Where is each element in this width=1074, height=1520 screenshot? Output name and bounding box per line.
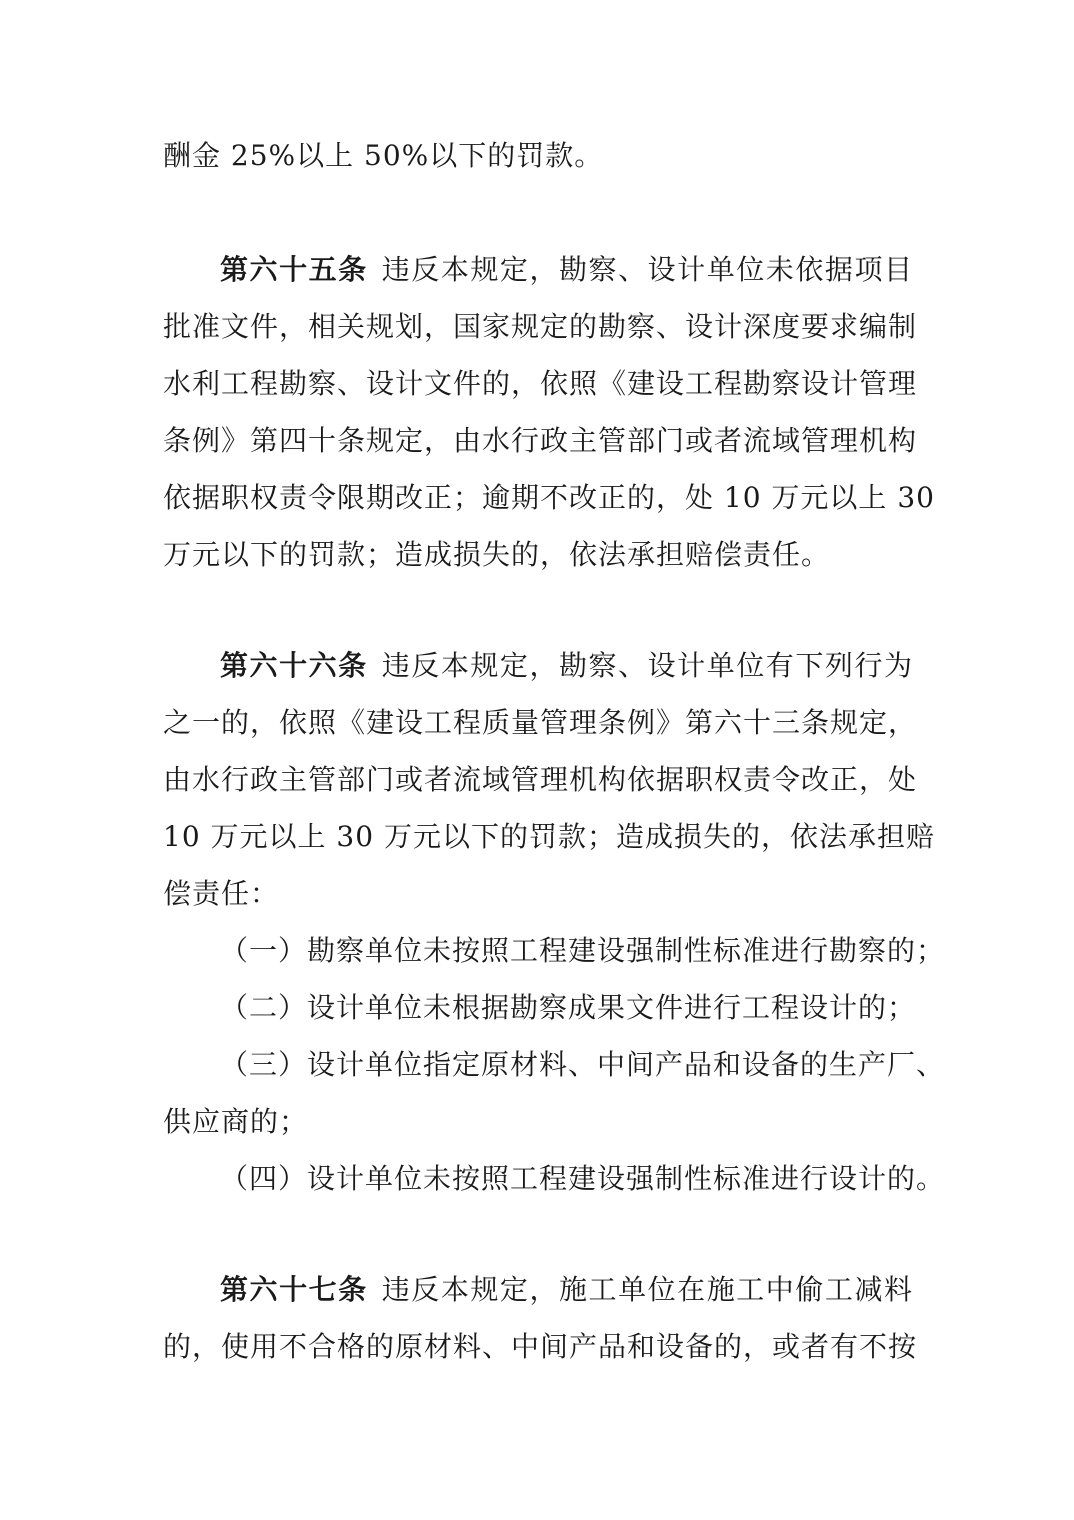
article-66-first-line [220, 649, 913, 683]
article-67-text: 违反本规定，施工单位在施工中偷工减料 [381, 1273, 913, 1306]
paragraph-continuation: 酬金 25%以上 50%以下的罚款。 [163, 139, 604, 172]
article-65-line: 水利工程勘察、设计文件的，依照《建设工程勘察设计管理 [163, 367, 918, 400]
article-65-line: 万元以下的罚款；造成损失的，依法承担赔偿责任。 [163, 538, 831, 571]
article-67-heading: 第六十七条 [220, 1273, 368, 1306]
article-66-item: （一）勘察单位未按照工程建设强制性标准进行勘察的； [220, 934, 946, 967]
article-66-heading: 第六十六条 [220, 649, 368, 682]
article-66-line: 之一的，依照《建设工程质量管理条例》第六十三条规定， [163, 706, 918, 739]
article-66-item: （四）设计单位未按照工程建设强制性标准进行设计的。 [220, 1162, 946, 1195]
article-65-first-line [220, 253, 913, 287]
article-66-item-continuation: 供应商的； [163, 1105, 309, 1138]
article-66-line: 偿责任： [163, 877, 280, 910]
article-65-text: 违反本规定，勘察、设计单位未依据项目 [381, 253, 913, 286]
article-66-text: 违反本规定，勘察、设计单位有下列行为 [381, 649, 913, 682]
article-65-line: 条例》第四十条规定，由水行政主管部门或者流域管理机构 [163, 424, 918, 457]
article-66-item: （二）设计单位未根据勘察成果文件进行工程设计的； [220, 991, 917, 1024]
article-67-first-line [220, 1273, 913, 1307]
article-65-line: 依据职权责令限期改正；逾期不改正的，处 10 万元以上 30 [163, 481, 935, 514]
article-67-line: 的，使用不合格的原材料、中间产品和设备的，或者有不按 [163, 1330, 918, 1363]
article-65-line: 批准文件，相关规划，国家规定的勘察、设计深度要求编制 [163, 310, 918, 343]
article-65-heading: 第六十五条 [220, 253, 368, 286]
article-66-line: 由水行政主管部门或者流域管理机构依据职权责令改正，处 [163, 763, 918, 796]
article-66-item: （三）设计单位指定原材料、中间产品和设备的生产厂、 [220, 1048, 946, 1081]
article-66-line: 10 万元以上 30 万元以下的罚款；造成损失的，依法承担赔 [163, 820, 935, 853]
